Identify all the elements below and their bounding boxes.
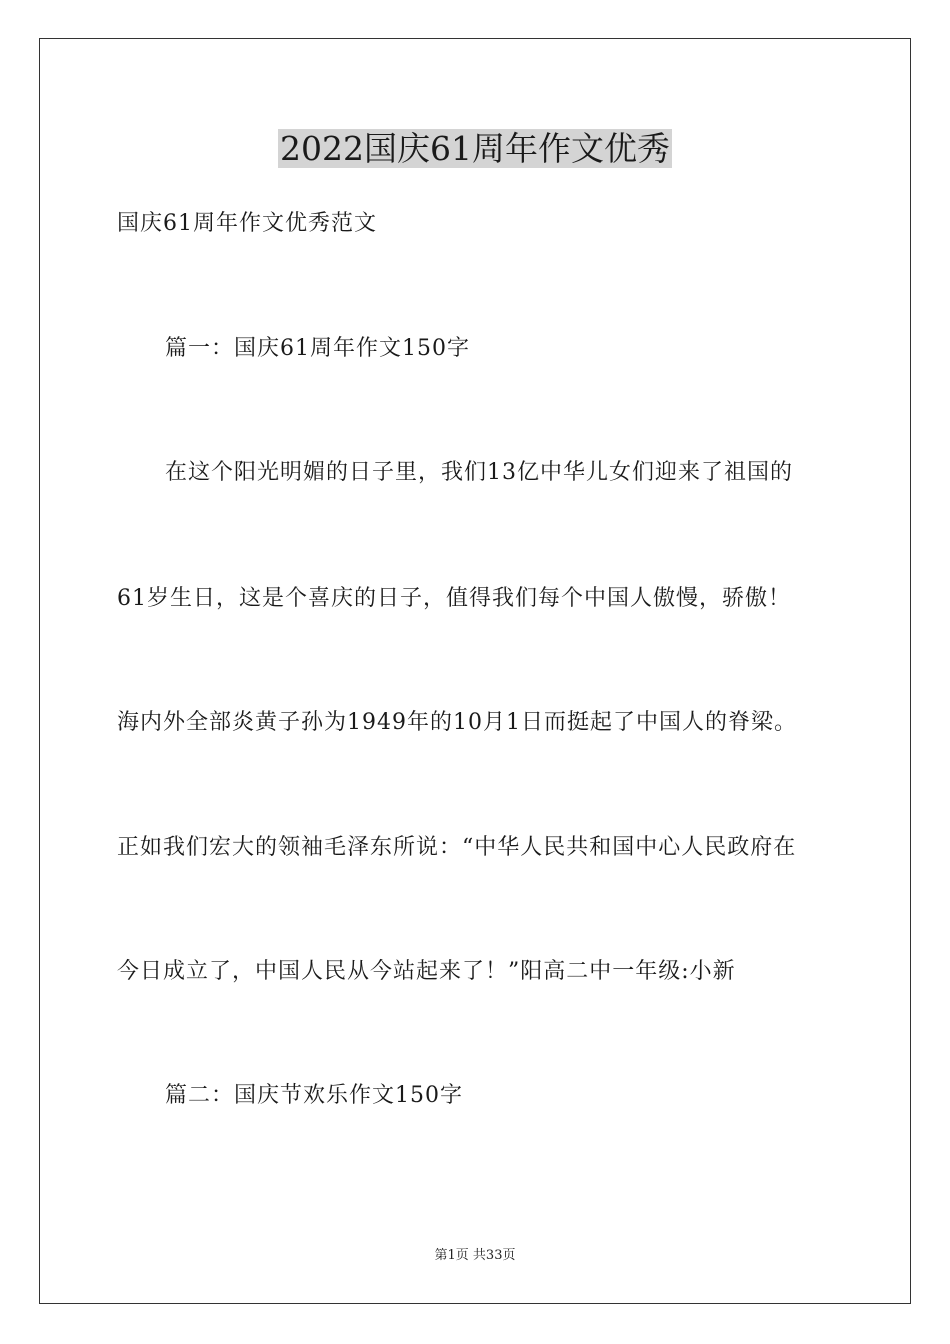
paragraph-line: 61岁生日，这是个喜庆的日子，值得我们每个中国人傲慢，骄傲！ xyxy=(117,586,791,611)
paragraph-line: 正如我们宏大的领袖毛泽东所说：“中华人民共和国中心人民政府在 xyxy=(117,835,797,860)
paragraph-line: 今日成立了，中国人民从今站起来了！”阳高二中一年级:小新 xyxy=(117,959,736,984)
page-footer: 第1页 共33页 xyxy=(434,1248,516,1263)
paragraph-line: 在这个阳光明媚的日子里，我们13亿中华儿女们迎来了祖国的 xyxy=(165,460,793,485)
section-heading-1: 篇一：国庆61周年作文150字 xyxy=(165,336,470,361)
section-heading-2: 篇二：国庆节欢乐作文150字 xyxy=(165,1083,463,1108)
paragraph-line: 海内外全部炎黄子孙为1949年的10月1日而挺起了中国人的脊梁。 xyxy=(117,710,797,735)
subtitle-line: 国庆61周年作文优秀范文 xyxy=(117,211,377,236)
document-title-text: 2022国庆61周年作文优秀 xyxy=(280,129,670,168)
document-title xyxy=(0,126,950,172)
